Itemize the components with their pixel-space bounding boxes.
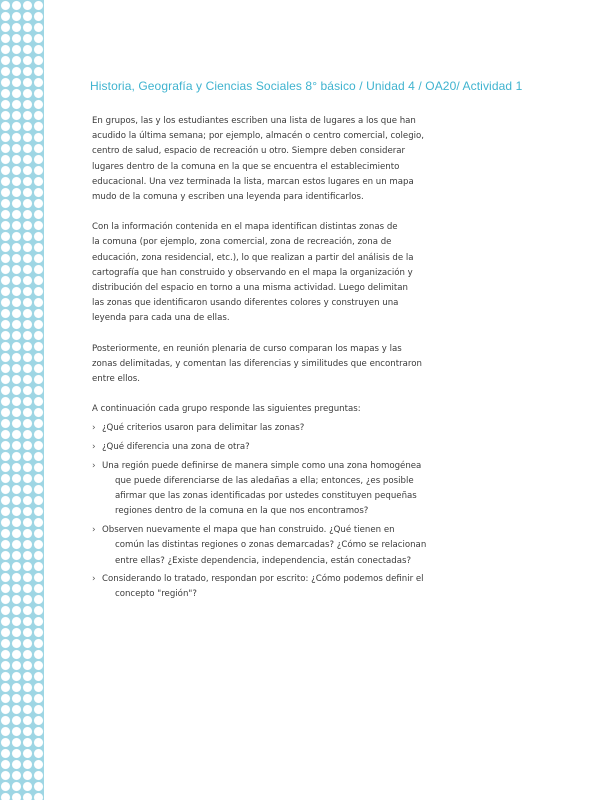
chevron-right-icon: › [92, 460, 96, 471]
chevron-right-icon: › [92, 525, 96, 536]
chevron-right-icon: › [92, 442, 96, 453]
paragraph-2: Con la información contenida en el mapa identifican distintas zonas de la comuna (por ejemplo, zona comercial, zona de recreación, zona de educación, zona residencial, etc.), lo que realizan a partir del análisis de la cartografía que han construido y observando en el mapa la organización y distribución del espacio en torno a una misma actividad. Luego delimitan las zonas que identificaron usando diferentes colores y construyen una leyenda para cada una de ellas. [92, 222, 414, 324]
list-item: › Una región puede definirse de manera simple como una zona homogénea que puede diferenciarse de las aledañas a ella; entonces, ¿es posible afirmar que las zonas identificadas por ustedes constituyen pequeñas regiones dentro de la comuna en la que nos encontramos? [92, 460, 422, 517]
paragraph-1: En grupos, las y los estudiantes escriben una lista de lugares a los que han acudido la última semana; por ejemplo, almacén o centro comercial, colegio, centro de salud, espacio de recreación u otro. Siempre deben considerar lugares dentro de la comuna en la que se encuentra el establecimiento educacional. Una vez terminada la lista, marcan estos lugares en un mapa mudo de la comuna y escriben una leyenda para identificarlos. [92, 116, 425, 203]
decorative-dot-strip [0, 0, 44, 800]
chevron-right-icon: › [92, 423, 96, 434]
page-header-title: Historia, Geografía y Ciencias Sociales 8° básico / Unidad 4 / OA20/ Actividad 1 [90, 79, 523, 93]
list-item: › ¿Qué diferencia una zona de otra? [92, 440, 442, 455]
question-list [92, 421, 442, 602]
list-item: › Considerando lo tratado, respondan por escrito: ¿Cómo podemos definir el concepto "región"? [92, 574, 424, 600]
chevron-right-icon: › [92, 574, 96, 585]
list-item: › Observen nuevamente el mapa que han construido. ¿Qué tienen en común las distintas regiones o zonas demarcadas? ¿Cómo se relacionan entre ellas? ¿Existe dependencia, independencia, están conectadas? [92, 525, 427, 566]
paragraph-3: Posteriormente, en reunión plenaria de curso comparan los mapas y las zonas delimitadas, y comentan las diferencias y similitudes que encontraron entre ellos. [92, 343, 422, 385]
activity-body [92, 114, 442, 606]
list-item: › ¿Qué criterios usaron para delimitar las zonas? [92, 421, 442, 436]
questions-intro: A continuación cada grupo responde las siguientes preguntas: [92, 404, 361, 415]
